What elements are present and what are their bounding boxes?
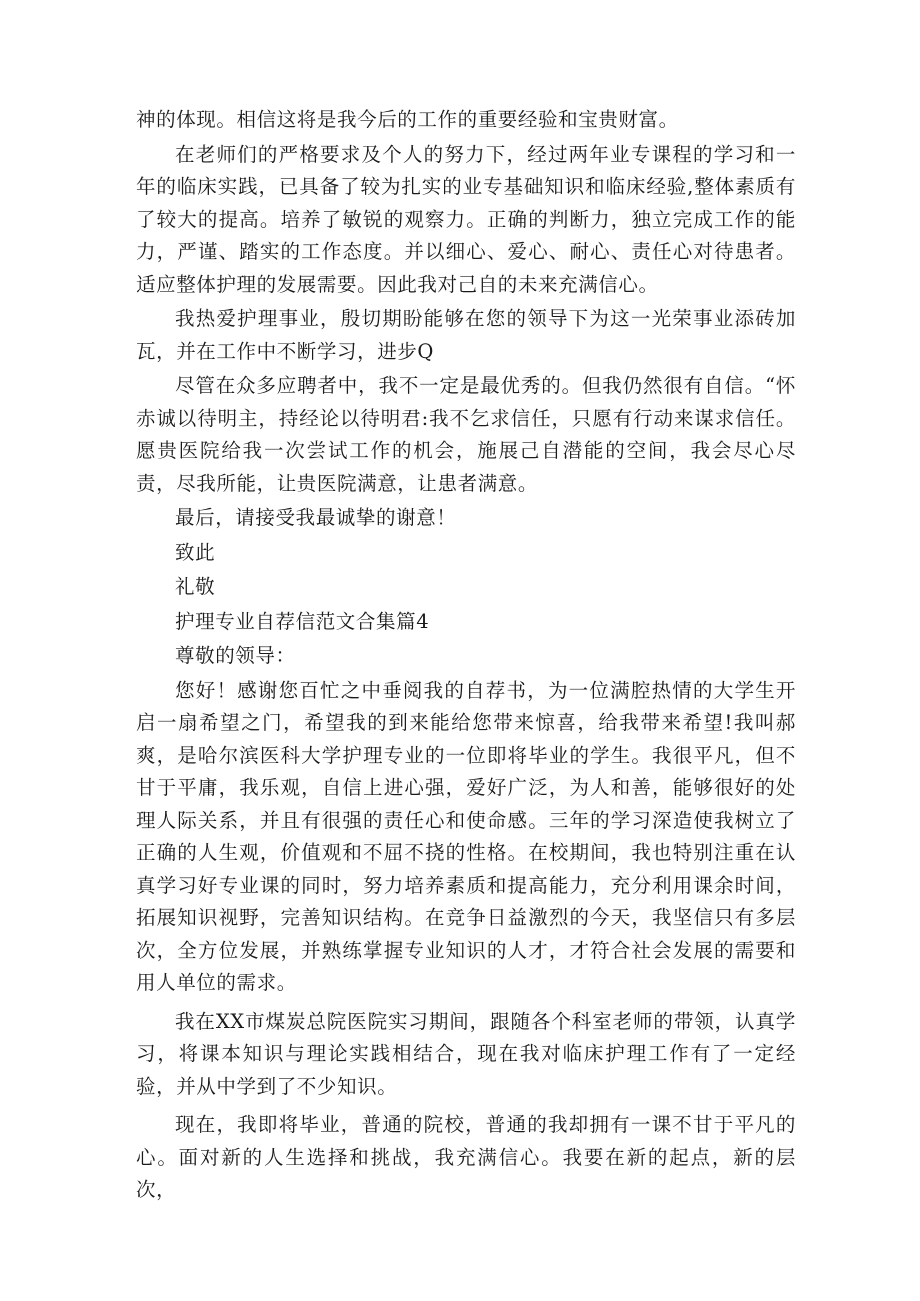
- paragraph-graduation: 现在，我即将毕业，普通的院校，普通的我却拥有一课不甘于平凡的心。面对新的人生选择和挑战，我充满信心。我要在新的起点，新的层次，: [136, 1113, 796, 1201]
- paragraph-career-hope: 我热爱护理事业，殷切期盼能够在您的领导下为这一光荣事业添砖加瓦，并在工作中不断学习，进步Q: [136, 307, 796, 363]
- paragraph-confidence: 尽管在众多应聘者中，我不一定是最优秀的。但我仍然很有自信。“怀赤诚以待明主，持经论以待明君:我不乞求信任，只愿有行动来谋求信任。愿贵医院给我一次尝试工作的机会，施展己自潜能的空间，我会尽心尽责，尽我所能，让贵医院满意，让患者满意。: [136, 374, 796, 495]
- document-body: [136, 104, 796, 1209]
- salutation: 尊敬的领导：: [175, 644, 296, 667]
- paragraph-internship: 我在XX市煤炭总院医院实习期间，跟随各个科室老师的带领，认真学习，将课本知识与理论实践相结合，现在我对临床护理工作有了一定经验，并从中学到了不少知识。: [136, 1009, 796, 1098]
- paragraph-thanks: 最后，请接受我最诚挚的谢意！: [175, 506, 457, 529]
- section-heading: 护理专业自荐信范文合集篇4: [175, 609, 430, 633]
- paragraph-introduction: 您好！感谢您百忙之中垂阅我的自荐书，为一位满腔热情的大学生开启一扇希望之门，希望我的到来能给您带来惊喜，给我带来希望!我叫郝爽，是哈尔滨医科大学护理专业的一位即将毕业的学生。我很平凡，但不甘于平庸，我乐观，自信上进心强，爱好广泛，为人和善，能够很好的处理人际关系，并且有很强的责任心和使命感。三年的学习深造使我树立了正确的人生观，价值观和不屈不挠的性格。在校期间，我也特别注重在认真学习好专业课的同时，努力培养素质和提高能力，充分利用课余时间，拓展知识视野，完善知识结构。在竞争日益激烈的今天，我坚信只有多层次，全方位发展，并熟练掌握专业知识的人才，才符合社会发展的需要和用人单位的需求。: [136, 678, 796, 994]
- closing-lijing: 礼敬: [175, 575, 216, 598]
- paragraph-continuation: 神的体现。相信这将是我今后的工作的重要经验和宝贵财富。: [136, 108, 679, 131]
- paragraph-skills: 在老师们的严格要求及个人的努力下，经过两年业专课程的学习和一年的临床实践，已具备了较为扎实的业专基础知识和临床经验,整体素质有了较大的提高。培养了敏锐的观察力。正确的判断力，独立完成工作的能力，严谨、踏实的工作态度。并以细心、爱心、耐心、责任心对待患者。适应整体护理的发展需要。因此我对己自的未来充满信心。: [136, 142, 796, 296]
- closing-zhici: 致此: [175, 540, 216, 564]
